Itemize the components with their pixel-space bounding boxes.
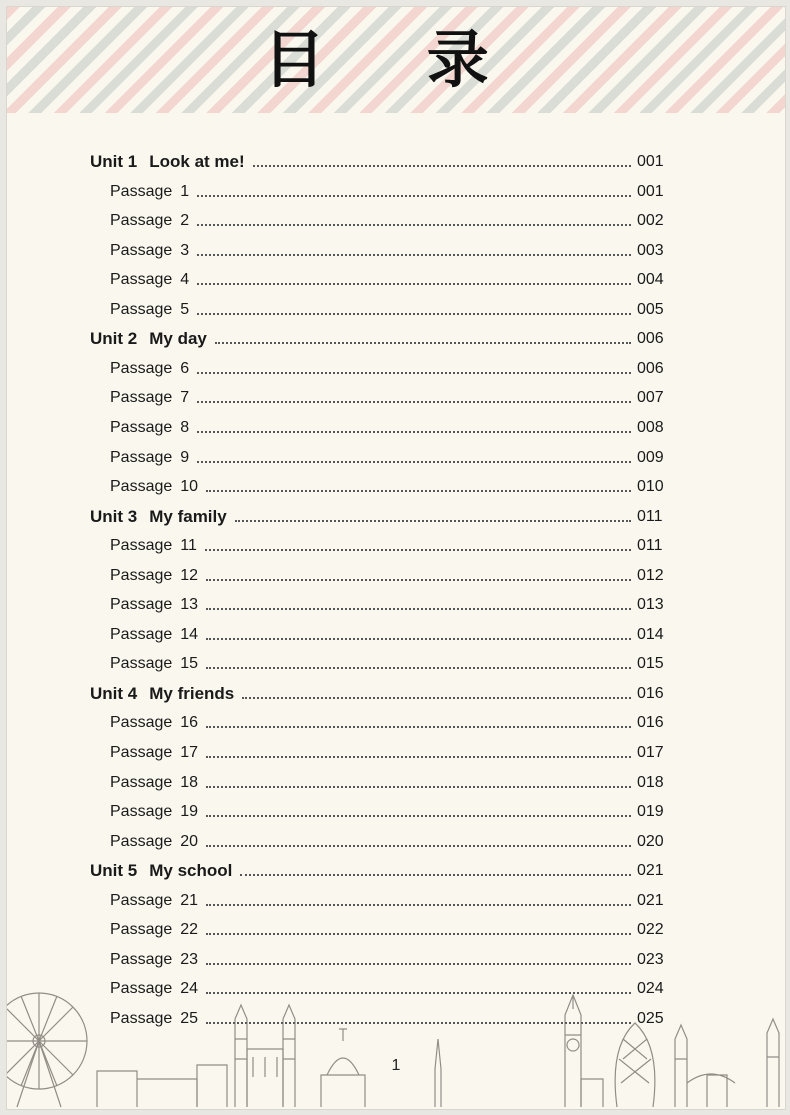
dot-leader [240, 874, 631, 876]
passage-number: 19 [180, 803, 199, 821]
toc-passage-row [7, 384, 785, 412]
dot-leader [197, 224, 631, 226]
dot-leader [206, 786, 631, 788]
page-ref: 014 [637, 625, 664, 643]
unit-number: Unit 5 [90, 861, 138, 881]
toc-passage-row [7, 266, 785, 294]
toc-passage-label [110, 271, 189, 289]
toc-passage-label [110, 419, 189, 437]
dot-leader [206, 490, 631, 492]
passage-number: 4 [180, 271, 190, 289]
toc-passage-row [7, 532, 785, 560]
page-ref: 001 [637, 153, 664, 170]
dot-leader [206, 815, 631, 817]
unit-number: Unit 2 [90, 329, 138, 349]
passage-label: Passage [110, 625, 173, 643]
toc-passage-label [110, 951, 198, 969]
page-ref: 007 [637, 389, 664, 407]
toc-unit-heading [90, 861, 232, 881]
dot-leader [197, 431, 631, 433]
passage-label: Passage [110, 891, 173, 909]
dot-leader [197, 283, 631, 285]
page-title: 目 录 [263, 23, 529, 96]
page-ref: 005 [637, 300, 664, 318]
passage-number: 8 [180, 418, 190, 436]
toc-page [6, 6, 786, 1110]
toc-passage-label [110, 360, 189, 378]
toc-passage-row [7, 296, 785, 324]
passage-label: Passage [110, 271, 173, 289]
toc-passage-row [7, 237, 785, 265]
page-ref: 020 [637, 832, 664, 850]
dot-leader [215, 342, 631, 344]
unit-number: Unit 3 [90, 506, 138, 526]
unit-name: My friends [149, 683, 235, 703]
toc-unit-row [7, 325, 785, 353]
toc-passage-label [110, 212, 189, 230]
passage-number: 22 [180, 921, 199, 939]
dot-leader [206, 756, 631, 758]
toc-passage-label [110, 537, 197, 555]
passage-number: 10 [180, 478, 199, 496]
page-ref: 011 [637, 507, 663, 525]
dot-leader [197, 461, 631, 463]
passage-label: Passage [110, 655, 173, 673]
toc-passage-label [110, 892, 198, 910]
passage-number: 5 [180, 300, 190, 318]
toc-unit-heading [90, 329, 207, 349]
toc-passage-label [110, 774, 198, 792]
toc-passage-label [110, 921, 198, 939]
toc-passage-row [7, 887, 785, 915]
passage-number: 3 [180, 241, 190, 259]
passage-number: 11 [180, 537, 197, 555]
dot-leader [197, 401, 631, 403]
unit-number: Unit 1 [90, 152, 138, 171]
passage-number: 25 [180, 1009, 199, 1027]
london-skyline-illustration [7, 979, 785, 1109]
passage-number: 21 [180, 891, 199, 909]
page-ref: 009 [637, 448, 664, 466]
toc-passage-row [7, 444, 785, 472]
passage-label: Passage [110, 1009, 173, 1027]
passage-number: 14 [180, 625, 199, 643]
dot-leader [197, 254, 631, 256]
toc-passage-label [110, 596, 198, 614]
toc-passage-label [110, 803, 198, 821]
toc-unit-row [7, 148, 785, 176]
page-ref: 006 [637, 330, 664, 348]
page-ref: 021 [637, 891, 664, 909]
dot-leader [205, 549, 631, 551]
toc-passage-row [7, 621, 785, 649]
page-ref: 015 [637, 655, 664, 673]
page-ref: 001 [637, 182, 664, 200]
passage-label: Passage [110, 182, 173, 200]
passage-number: 1 [180, 182, 190, 200]
toc-passage-label [110, 714, 198, 732]
dot-leader [235, 520, 631, 522]
unit-name: Look at me! [149, 152, 245, 171]
toc-unit-heading [90, 507, 227, 527]
passage-label: Passage [110, 744, 173, 761]
dot-leader [197, 313, 631, 315]
passage-label: Passage [110, 359, 173, 377]
passage-label: Passage [110, 596, 173, 614]
passage-number: 13 [180, 596, 199, 614]
toc-passage-row [7, 916, 785, 944]
toc-passage-row [7, 562, 785, 590]
toc-passage-label [110, 744, 198, 762]
passage-number: 7 [180, 389, 190, 407]
toc-passage-row [7, 178, 785, 206]
toc-unit-row [7, 857, 785, 885]
unit-name: My family [149, 506, 227, 526]
unit-number: Unit 4 [90, 683, 138, 703]
toc-passage-label [110, 833, 198, 851]
page-ref: 008 [637, 418, 664, 436]
toc-passage-row [7, 591, 785, 619]
toc-passage-row [7, 207, 785, 235]
unit-name: My school [149, 861, 233, 881]
toc-passage-label [110, 626, 198, 644]
page-ref: 018 [637, 773, 664, 791]
passage-number: 9 [180, 448, 190, 466]
page-ref: 016 [637, 714, 664, 732]
dot-leader [206, 845, 631, 847]
passage-label: Passage [110, 418, 173, 436]
toc-passage-row [7, 414, 785, 442]
dot-leader [197, 195, 631, 197]
passage-label: Passage [110, 921, 173, 939]
toc-passage-label [110, 242, 189, 260]
toc-unit-row [7, 680, 785, 708]
dot-leader [197, 372, 631, 374]
toc-passage-row [7, 769, 785, 797]
page-ref: 011 [637, 537, 663, 555]
page-ref: 023 [637, 950, 664, 968]
toc-unit-heading [90, 684, 234, 704]
unit-name: My day [149, 329, 207, 349]
page-ref: 002 [637, 212, 664, 230]
page-ref: 012 [637, 566, 664, 584]
toc-passage-label [110, 183, 189, 201]
passage-number: 12 [180, 566, 199, 584]
page-ref: 013 [637, 596, 664, 614]
passage-label: Passage [110, 566, 173, 584]
header-banner [7, 7, 785, 113]
page-number: 1 [391, 1057, 401, 1074]
page-ref: 024 [637, 980, 664, 998]
dot-leader [206, 933, 631, 935]
passage-label: Passage [110, 212, 173, 230]
passage-label: Passage [110, 832, 173, 850]
dot-leader [206, 904, 631, 906]
toc-unit-heading [90, 152, 245, 172]
dot-leader [206, 667, 631, 669]
passage-number: 20 [180, 832, 199, 850]
toc-passage-label [110, 301, 189, 319]
toc-passage-row [7, 946, 785, 974]
toc-passage-row [7, 709, 785, 737]
dot-leader [206, 579, 631, 581]
passage-label: Passage [110, 803, 173, 821]
toc-passage-row [7, 828, 785, 856]
passage-label: Passage [110, 241, 173, 259]
toc-passage-row [7, 739, 785, 767]
passage-label: Passage [110, 980, 173, 998]
passage-number: 15 [180, 655, 199, 673]
passage-number: 2 [180, 212, 190, 230]
passage-number: 23 [180, 950, 199, 968]
page-ref: 022 [637, 921, 664, 939]
passage-label: Passage [110, 537, 173, 555]
toc-passage-row [7, 473, 785, 501]
page-ref: 003 [637, 241, 664, 259]
dot-leader [206, 638, 631, 640]
dot-leader [253, 165, 631, 167]
page-ref: 004 [637, 271, 664, 289]
page-ref: 019 [637, 803, 664, 821]
toc-passage-label [110, 655, 198, 673]
toc-passage-row [7, 798, 785, 826]
passage-number: 18 [180, 773, 199, 791]
passage-label: Passage [110, 300, 173, 318]
passage-label: Passage [110, 714, 173, 732]
passage-label: Passage [110, 448, 173, 466]
page-ref: 006 [637, 359, 664, 377]
passage-label: Passage [110, 478, 173, 496]
page-ref: 016 [637, 684, 664, 702]
passage-number: 24 [180, 980, 199, 998]
page-ref: 021 [637, 862, 664, 880]
dot-leader [206, 608, 631, 610]
dot-leader [206, 726, 631, 728]
toc-passage-label [110, 389, 189, 407]
page-ref: 025 [637, 1009, 664, 1027]
toc-unit-row [7, 503, 785, 531]
page-ref: 010 [637, 478, 664, 496]
passage-number: 17 [180, 744, 199, 761]
dot-leader [242, 697, 631, 699]
toc-passage-row [7, 355, 785, 383]
passage-label: Passage [110, 389, 173, 407]
passage-label: Passage [110, 950, 173, 968]
toc-passage-row [7, 650, 785, 678]
toc-passage-label [110, 449, 189, 467]
toc-passage-label [110, 478, 198, 496]
passage-number: 16 [180, 714, 199, 732]
page-ref: 017 [637, 744, 664, 761]
passage-label: Passage [110, 773, 173, 791]
dot-leader [206, 963, 631, 965]
passage-number: 6 [180, 359, 190, 377]
toc-passage-label [110, 567, 198, 585]
